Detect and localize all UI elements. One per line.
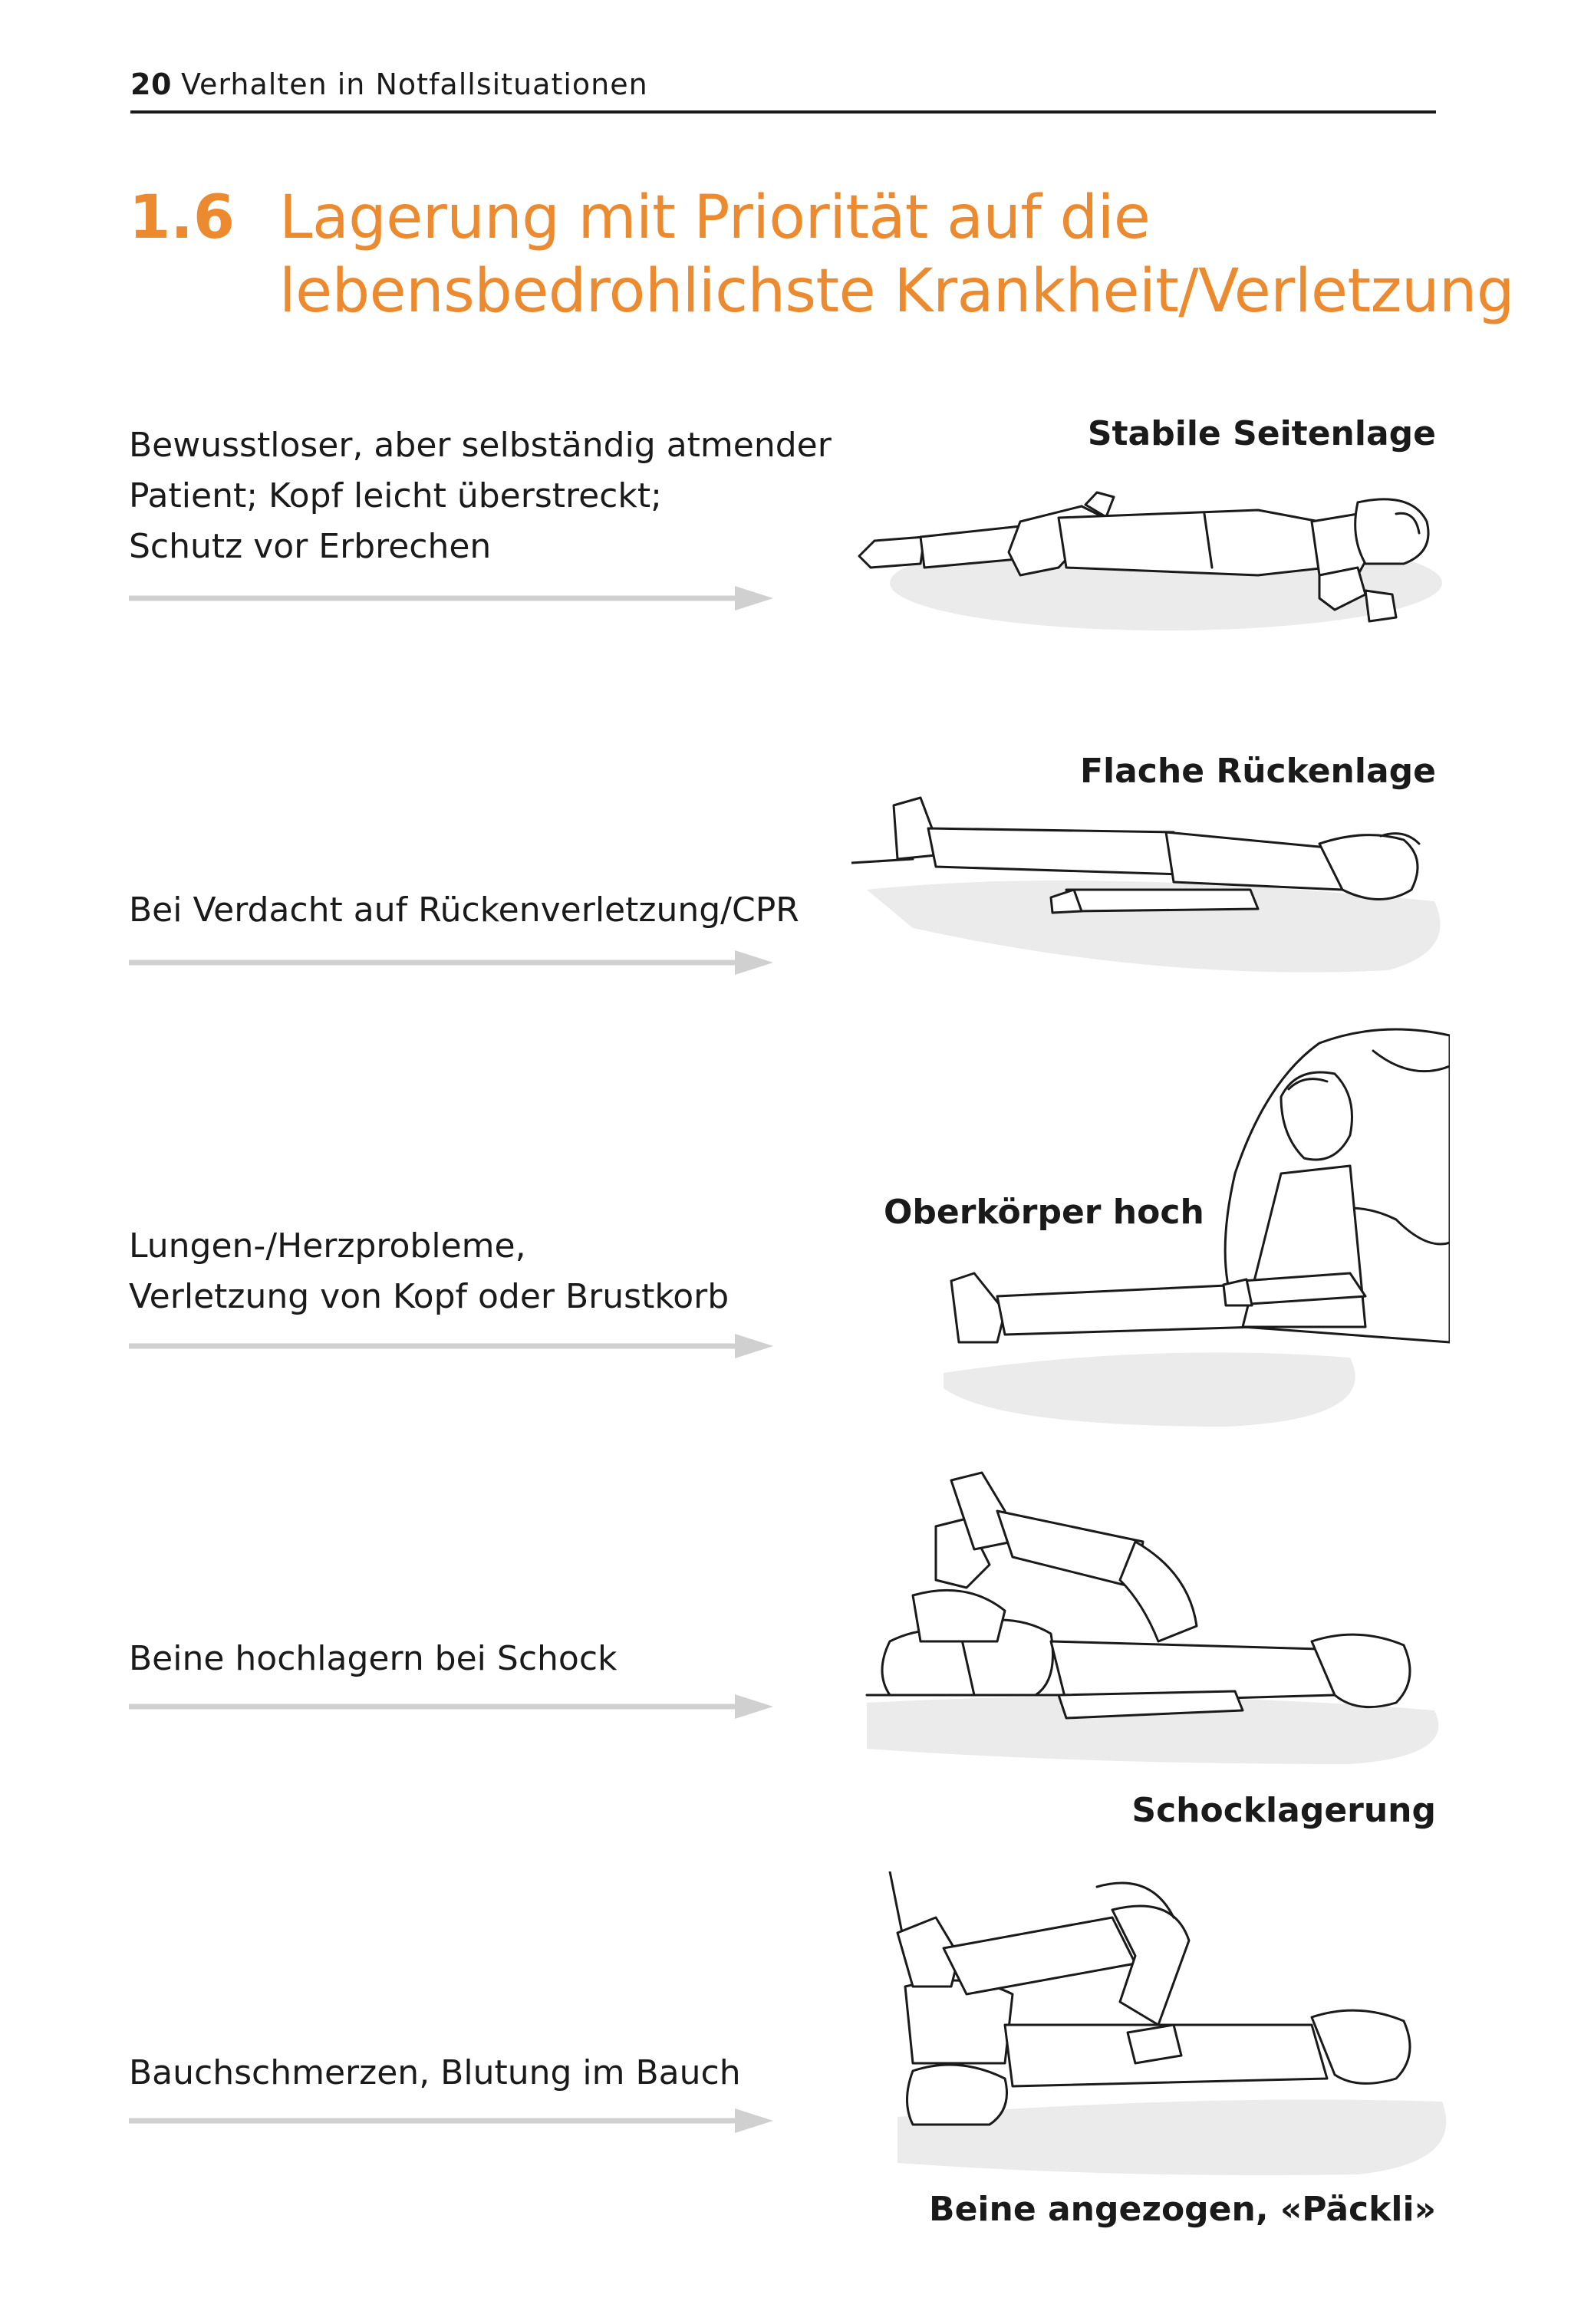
label-knees-drawn-up: Beine angezogen, «Päckli» [929, 2190, 1436, 2229]
description-line: Bei Verdacht auf Rückenverletzung/CPR [129, 890, 799, 930]
flat-supine-figure [851, 775, 1450, 982]
label-flat-supine: Flache Rückenlage [1079, 752, 1436, 791]
page-number: 20 [130, 67, 172, 101]
knees-drawn-up-figure [882, 1871, 1450, 2178]
stable-side-position-figure [828, 460, 1442, 652]
running-header [130, 67, 1434, 114]
section-number: 1.6 [129, 183, 235, 252]
description-line: Beine hochlagern bei Schock [129, 1639, 618, 1678]
arrow-right-icon [129, 2105, 773, 2136]
description-upper-body-raised [129, 1221, 804, 1322]
description-line: Lungen-/Herzprobleme, [129, 1226, 526, 1266]
shock-position-figure [851, 1457, 1450, 1764]
description-line: Patient; Kopf leicht überstreckt; [129, 476, 662, 515]
section-title [279, 181, 1514, 328]
description-stable-side [129, 420, 832, 572]
label-upper-body-raised: Oberkörper hoch [884, 1193, 1204, 1232]
section-title-line: lebensbedrohlichste Krankheit/Verletzung [279, 257, 1514, 326]
label-stable-side: Stabile Seitenlage [1087, 414, 1436, 453]
running-title: Verhalten in Notfallsituationen [181, 67, 648, 101]
upper-body-raised-figure [921, 1020, 1450, 1427]
label-shock-position: Schocklagerung [1131, 1791, 1436, 1830]
description-line: Schutz vor Erbrechen [129, 527, 492, 566]
arrow-right-icon [129, 1691, 773, 1722]
arrow-right-icon [129, 583, 773, 614]
description-line: Bauchschmerzen, Blutung im Bauch [129, 2053, 741, 2092]
section-title-line: Lagerung mit Priorität auf die [279, 183, 1151, 252]
description-shock-position [129, 1634, 804, 1684]
arrow-right-icon [129, 1331, 773, 1361]
header-rule [130, 110, 1436, 114]
description-line: Verletzung von Kopf oder Brustkorb [129, 1277, 730, 1316]
description-knees-drawn-up [129, 2048, 804, 2099]
description-flat-supine [129, 885, 804, 936]
arrow-right-icon [129, 947, 773, 978]
description-line: Bewusstloser, aber selbständig atmender [129, 426, 832, 465]
